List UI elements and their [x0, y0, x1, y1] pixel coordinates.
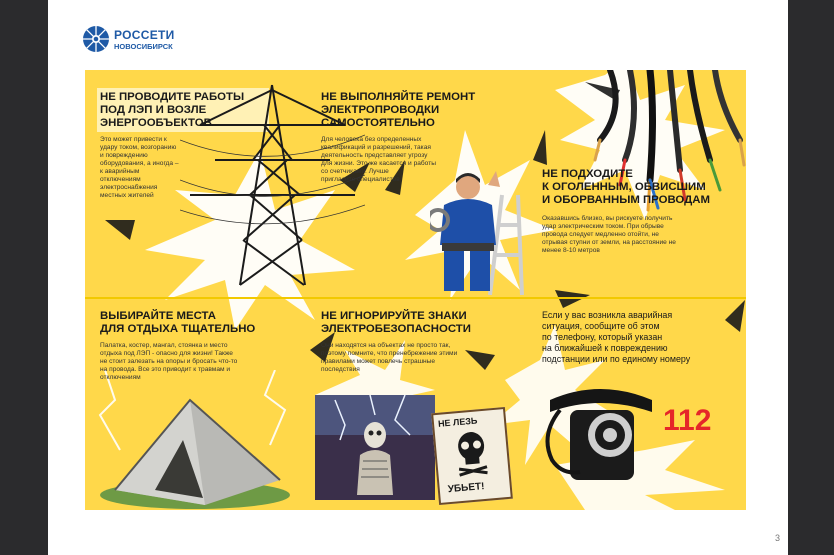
- skeleton-photo-icon: [315, 395, 435, 500]
- sign-top-text: НЕ ЛЕЗЬ: [437, 415, 478, 429]
- block-body: Оказавшись близко, вы рискуете получить удар электрическим током. При обрыве провода следует медленно отойти, не отрывая ступни от земли, на расстояние не менее 8-10 метров: [542, 215, 676, 254]
- rosseti-logo-icon: [82, 25, 110, 53]
- sign-bottom-text: УБЬЕТ!: [447, 481, 485, 496]
- emergency-number: 112: [663, 404, 712, 437]
- electrician-icon: [430, 165, 525, 295]
- block-heading: ВЫБИРАЙТЕ МЕСТА ДЛЯ ОТДЫХА ТЩАТЕЛЬНО: [100, 310, 256, 335]
- block-heading: НЕ ВЫПОЛНЯЙТЕ РЕМОНТ ЭЛЕКТРОПРОВОДКИ САМОСТОЯТЕЛЬНО: [321, 91, 476, 129]
- skull-sign-icon: [431, 407, 513, 505]
- block-power-lines: [100, 91, 320, 200]
- tent-icon: [85, 370, 315, 510]
- block-heading: НЕ ПРОВОДИТЕ РАБОТЫ ПОД ЛЭП И ВОЗЛЕ ЭНЕРГООБЪЕКТОВ: [100, 91, 245, 129]
- block-body: Для человека без определенных квалификаций и разрешений, такая деятельность представляет угрозу для жизни. Это же касается и работы со счетчиками. Лучше пригласите специалистов: [321, 136, 436, 183]
- emergency-note: Если у вас возникла аварийная ситуация, сообщите об этом по телефону, который указан на ближайшей к повреждению подстанции или по единому номеру: [542, 310, 691, 364]
- block-wiring-repair: [321, 91, 551, 184]
- block-safety-signs: [321, 310, 531, 374]
- emergency-note-block: [542, 310, 742, 365]
- brand-logo: [82, 24, 192, 56]
- safety-poster: [85, 70, 746, 510]
- skull-icon: [452, 429, 492, 478]
- block-bare-wires: [542, 168, 742, 255]
- block-rest-places: [100, 310, 300, 382]
- telephone-icon: [540, 380, 660, 485]
- block-heading: НЕ ПОДХОДИТЕ К ОГОЛЕННЫМ, ОБВИСШИМ И ОБОРВАННЫМ ПРОВОДАМ: [542, 168, 710, 206]
- brand-name: РОССЕТИ: [114, 28, 175, 42]
- block-body: Палатка, костер, мангал, стоянка и место отдыха под ЛЭП - опасно для жизни! Также не стоит залезать на опоры и бросать что-то на провода. Все это приводит к травмам и отключениям: [100, 342, 238, 381]
- block-body: Это может привести к удару током, возгоранию и повреждению оборудования, а иногда – к аварийным отключениям электроснабжения местных жителей: [100, 136, 179, 199]
- brand-city: НОВОСИБИРСК: [114, 42, 173, 51]
- document-page: [48, 0, 788, 555]
- block-heading: НЕ ИГНОРИРУЙТЕ ЗНАКИ ЭЛЕКТРОБЕЗОПАСНОСТИ: [321, 310, 471, 335]
- block-body: Они находятся на объектах не просто так, поэтому помните, что пренебрежение этими правилами может повлечь страшные последствия: [321, 342, 458, 373]
- page-number: 3: [774, 533, 780, 543]
